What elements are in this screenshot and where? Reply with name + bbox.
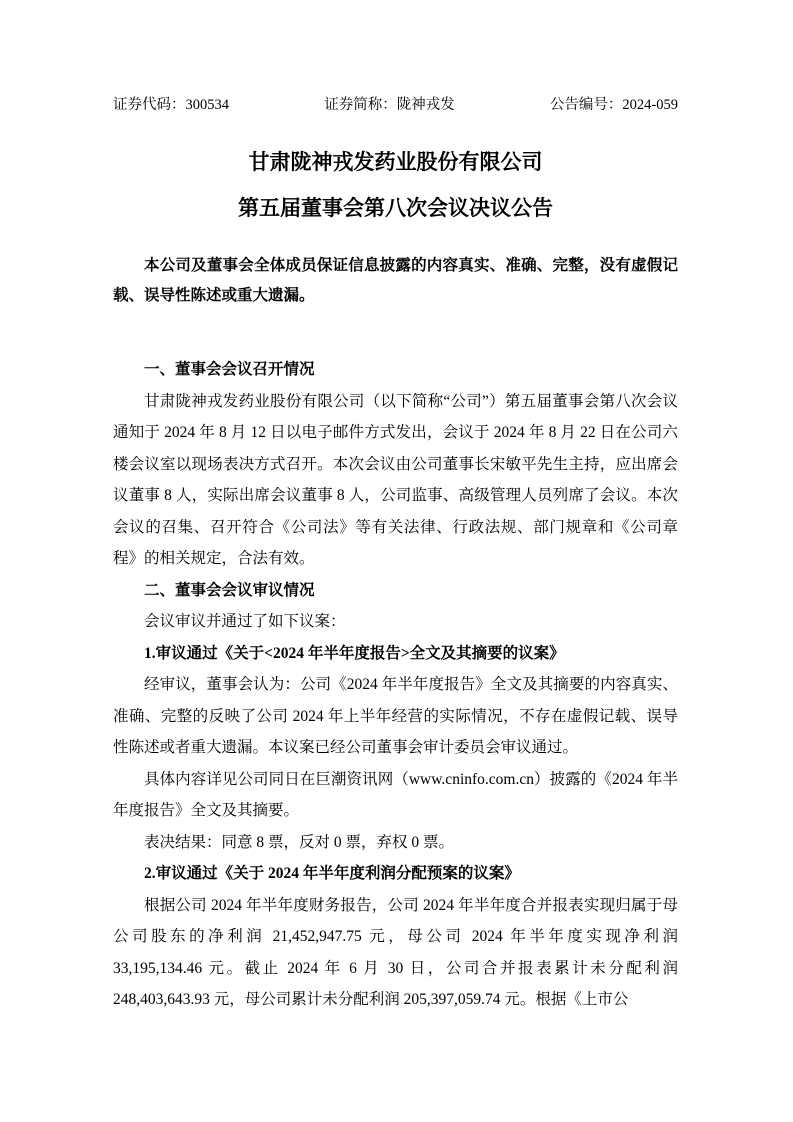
announcement-number: 公告编号：2024-059 (549, 97, 678, 113)
resolution1-paragraph1: 经审议，董事会认为：公司《2024 年半年度报告》全文及其摘要的内容真实、准确、完整的反映了公司 2024 年上半年经营的实际情况，不存在虚假记载、误导性陈述或者重大遗漏。本议案已经公司董事会审计委员会审议通过。 (113, 676, 678, 756)
resolution1-heading: 1.审议通过《关于<2024 年半年度报告>全文及其摘要的议案》 (144, 644, 565, 662)
resolution2-heading: 2.审议通过《关于 2024 年半年度利润分配预案的议案》 (144, 865, 520, 882)
section1-heading: 一、董事会会议召开情况 (144, 361, 315, 378)
announcement-title: 第五届董事会第八次会议决议公告 (238, 196, 553, 220)
section2-heading: 二、董事会会议审议情况 (144, 581, 315, 599)
stock-name: 证券简称：陇神戎发 (324, 97, 455, 113)
stock-code: 证券代码：300534 (113, 97, 229, 113)
document-body (113, 354, 678, 1016)
disclaimer-paragraph: 本公司及董事会全体成员保证信息披露的内容真实、准确、完整，没有虚假记载、误导性陈述或重大遗漏。 (113, 257, 678, 304)
document-header (113, 95, 678, 115)
section1-paragraph: 甘肃陇神戎发药业股份有限公司（以下简称“公司”）第五届董事会第八次会议通知于 2024 年 8 月 12 日以电子邮件方式发出，会议于 2024 年 8 月 22 日在公司六楼会议室以现场表决方式召开。本次会议由公司董事长宋敏平先生主持，应出席会议董事 8 人，实际出席会议董事 8 人，公司监事、高级管理人员列席了会议。本次会议的召集、召开符合《公司法》等有关法律、行政法规、部门规章和《公司章程》的相关规定，合法有效。 (113, 392, 678, 567)
resolution1-paragraph2: 具体内容详见公司同日在巨潮资讯网（www.cninfo.com.cn）披露的《2024 年半年度报告》全文及其摘要。 (113, 770, 678, 819)
resolution2-paragraph1: 根据公司 2024 年半年度财务报告，公司 2024 年半年度合并报表实现归属于母公司股东的净利润 21,452,947.75 元，母公司 2024 年半年度实现净利润 33,195,134.46 元。截止 2024 年 6 月 30 日，公司合并报表累计未分配利润 248,403,643.93 元，母公司累计未分配利润 205,397,059.74 元。根据《上市公 (113, 896, 678, 1008)
section2-intro: 会议审议并通过了如下议案： (144, 613, 346, 630)
resolution1-vote-result: 表决结果：同意 8 票，反对 0 票，弃权 0 票。 (144, 833, 455, 851)
company-name-title: 甘肃陇神戎发药业股份有限公司 (248, 150, 543, 174)
title-block (113, 149, 678, 221)
